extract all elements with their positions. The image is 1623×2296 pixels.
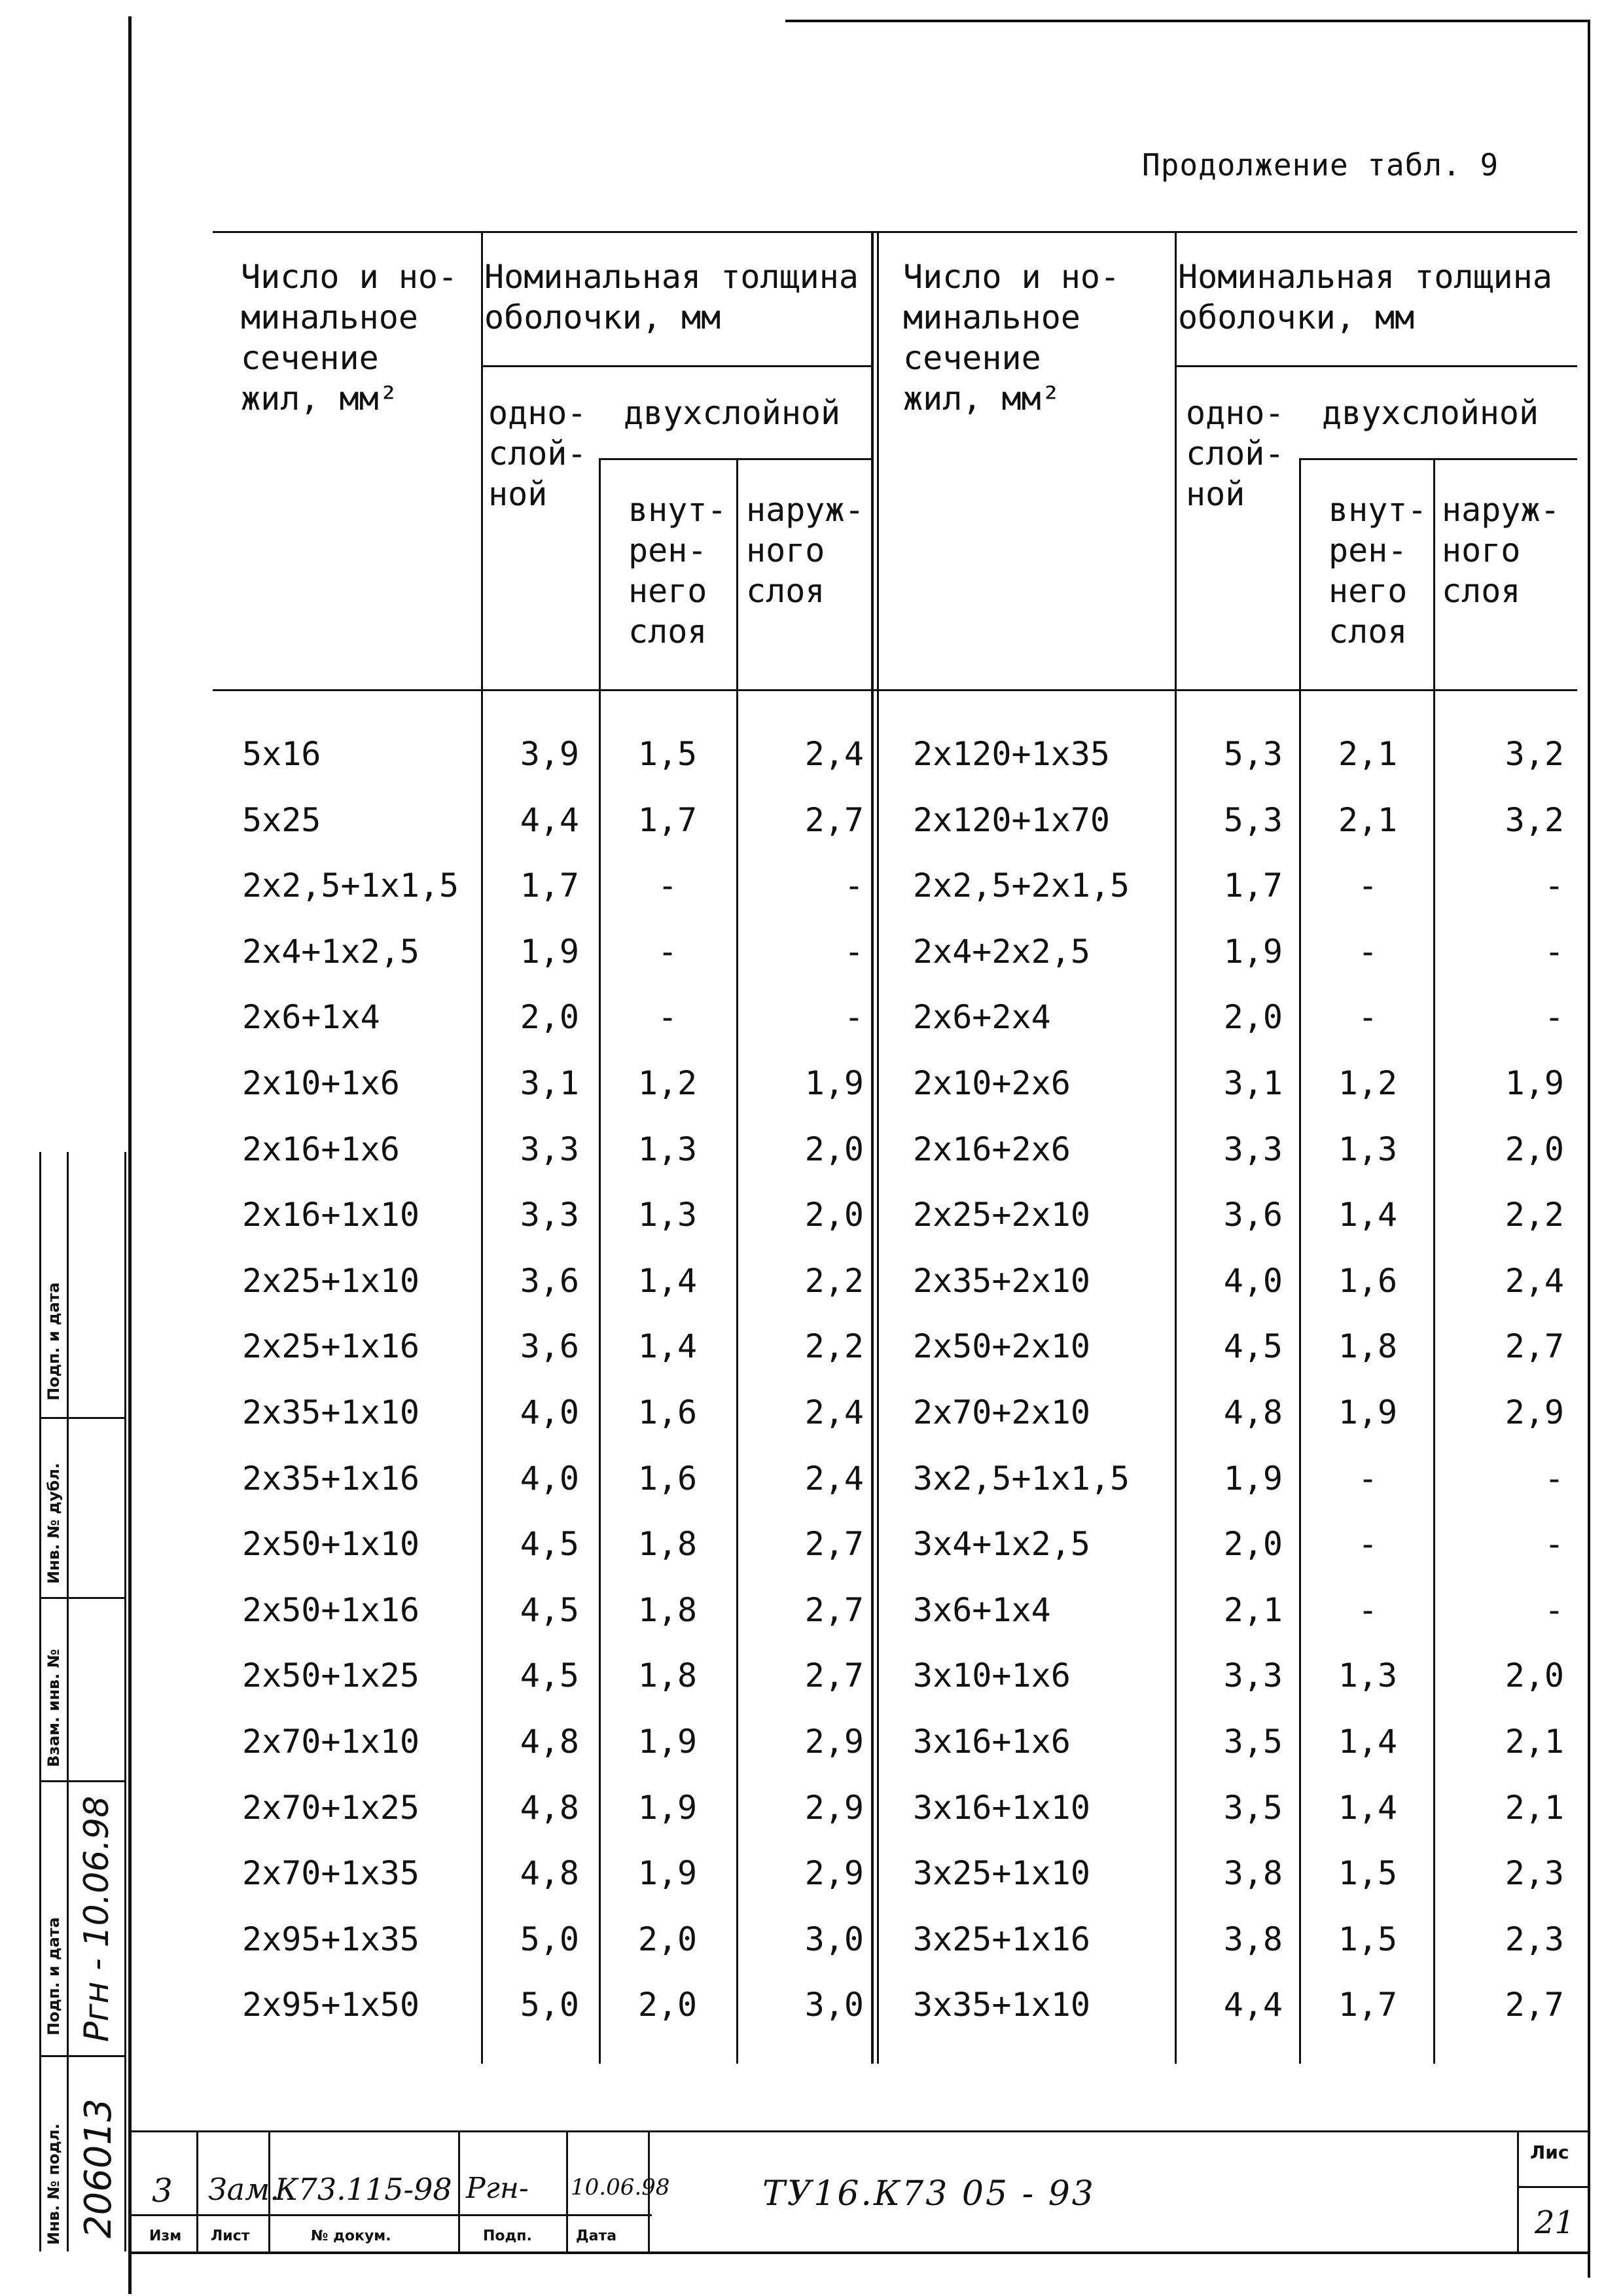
cell-section-left: 2x25+1x16 — [242, 1327, 419, 1365]
revision-document: К73.115-98 — [275, 2172, 452, 2207]
header-inner-right: внут- рен- него слоя — [1329, 491, 1427, 651]
header-outer-left: наруж- ного слоя — [746, 491, 865, 610]
side-handwritten-inv-number: 206013 — [77, 2098, 120, 2238]
cell-single-right: 2,0 — [1223, 1525, 1283, 1563]
cell-single-left: 3,9 — [520, 735, 579, 773]
cell-outer-right: 2,1 — [1505, 1723, 1564, 1761]
cell-inner-left: 1,9 — [637, 1723, 698, 1761]
right-double-hline — [1299, 458, 1577, 460]
cell-section-right: 2x50+2x10 — [913, 1327, 1090, 1365]
header-section-right: Число и но- минальное сечение жил, мм² — [903, 258, 1120, 418]
cell-inner-left: 1,6 — [637, 1393, 698, 1431]
cell-single-right: 5,3 — [1223, 801, 1283, 839]
side-label-vzam-inv: Взам. инв. № — [45, 1649, 63, 1767]
central-double-line-a — [871, 231, 874, 2064]
cell-outer-right: 2,1 — [1505, 1789, 1564, 1827]
cell-outer-left: 2,7 — [804, 1657, 864, 1695]
side-handwritten-signature: Ргн - 10.06.98 — [77, 1795, 116, 2042]
cell-section-right: 3x25+1x16 — [913, 1920, 1090, 1958]
cell-single-right: 4,5 — [1223, 1327, 1283, 1365]
cell-single-left: 5,0 — [520, 1920, 579, 1958]
sheet-label: Лис — [1530, 2142, 1569, 2163]
cell-section-left: 2x50+1x16 — [242, 1591, 419, 1629]
cell-section-right: 3x10+1x6 — [913, 1657, 1071, 1695]
cell-inner-left: 2,0 — [637, 1920, 698, 1958]
cell-outer-left: 2,9 — [804, 1854, 864, 1892]
table-caption: Продолжение табл. 9 — [1142, 147, 1499, 183]
revision-number: 3 — [152, 2172, 173, 2210]
central-double-line-b — [877, 231, 879, 2064]
cell-inner-right: 1,4 — [1338, 1789, 1398, 1827]
cell-outer-left: 2,7 — [804, 1591, 864, 1629]
cell-section-left: 2x95+1x50 — [242, 1986, 419, 2024]
cell-section-left: 2x2,5+1x1,5 — [242, 867, 459, 905]
cell-inner-left: 1,9 — [637, 1789, 698, 1827]
sheet-number: 21 — [1535, 2204, 1575, 2241]
cell-outer-right: 2,7 — [1505, 1986, 1564, 2024]
cell-single-left: 1,9 — [520, 933, 579, 971]
table-top-line — [213, 231, 1577, 233]
cell-single-left: 4,8 — [520, 1854, 579, 1892]
cell-outer-left: 2,2 — [804, 1262, 864, 1300]
cell-inner-right: - — [1357, 1525, 1378, 1563]
cell-outer-right: - — [1544, 867, 1564, 905]
side-label-inv-podl: Инв. № подл. — [45, 2123, 63, 2245]
cell-section-right: 2x120+1x35 — [913, 735, 1111, 773]
col-label-doc: № докум. — [311, 2228, 391, 2244]
title-block-vline-4 — [566, 2130, 568, 2251]
frame-top-border — [785, 20, 1590, 22]
side-stamp-sep-4 — [39, 2055, 126, 2057]
cell-single-left: 3,1 — [520, 1064, 579, 1102]
side-label-podp-data-1: Подп. и дата — [45, 1282, 63, 1401]
cell-section-right: 2x35+2x10 — [913, 1262, 1090, 1300]
title-block-vline-3 — [458, 2130, 460, 2251]
revision-date: 10.06.98 — [571, 2174, 670, 2200]
cell-single-right: 3,8 — [1223, 1920, 1283, 1958]
cell-section-right: 2x16+2x6 — [913, 1130, 1071, 1168]
cell-single-right: 1,7 — [1223, 867, 1283, 905]
cell-inner-left: 1,5 — [637, 735, 698, 773]
right-divider-3 — [1433, 458, 1435, 2064]
title-block-vline-1 — [196, 2130, 198, 2251]
cell-inner-left: 1,8 — [637, 1657, 698, 1695]
side-stamp-sep-3 — [39, 1780, 126, 1782]
cell-outer-left: 3,0 — [804, 1920, 864, 1958]
cell-inner-right: 1,9 — [1338, 1393, 1398, 1431]
cell-outer-right: - — [1544, 1525, 1564, 1563]
cell-section-left: 2x95+1x35 — [242, 1920, 419, 1958]
cell-outer-right: 2,2 — [1505, 1196, 1564, 1234]
revision-signature: Ргн- — [466, 2172, 529, 2205]
document-designation: ТУ16.К73 05 - 93 — [762, 2174, 1096, 2214]
cell-single-left: 2,0 — [520, 998, 579, 1036]
cell-outer-left: 2,9 — [804, 1789, 864, 1827]
cell-outer-left: 2,7 — [804, 1525, 864, 1563]
cell-inner-left: - — [657, 933, 678, 971]
cell-section-right: 3x6+1x4 — [913, 1591, 1051, 1629]
header-outer-right: наруж- ного слоя — [1442, 491, 1560, 610]
cell-section-left: 2x25+1x10 — [242, 1262, 419, 1300]
cell-inner-left: 1,2 — [637, 1064, 698, 1102]
cell-single-left: 4,8 — [520, 1723, 579, 1761]
cell-inner-right: 1,5 — [1338, 1920, 1398, 1958]
cell-single-left: 4,0 — [520, 1460, 579, 1498]
cell-section-left: 2x70+1x10 — [242, 1723, 419, 1761]
cell-outer-right: 1,9 — [1505, 1064, 1564, 1102]
cell-single-right: 3,8 — [1223, 1854, 1283, 1892]
col-label-data: Дата — [576, 2228, 617, 2244]
side-stamp-right-line — [124, 1152, 126, 2251]
left-thickness-hline — [481, 365, 872, 367]
cell-outer-right: - — [1544, 1591, 1564, 1629]
header-inner-left: внут- рен- него слоя — [628, 491, 727, 651]
cell-outer-right: 2,9 — [1505, 1393, 1564, 1431]
cell-section-right: 2x6+2x4 — [913, 998, 1051, 1036]
cell-inner-left: - — [657, 867, 678, 905]
title-block-top-line — [128, 2130, 1590, 2132]
header-single-left: одно- слой- ной — [488, 394, 587, 513]
title-block-mid-line — [128, 2214, 652, 2216]
cell-outer-right: 3,2 — [1505, 801, 1564, 839]
cell-outer-left: - — [844, 867, 864, 905]
cell-outer-right: 2,3 — [1505, 1854, 1564, 1892]
cell-single-right: 3,1 — [1223, 1064, 1283, 1102]
cell-inner-left: 1,9 — [637, 1854, 698, 1892]
header-single-right: одно- слой- ной — [1186, 394, 1285, 513]
cell-single-right: 5,3 — [1223, 735, 1283, 773]
left-double-hline — [599, 458, 872, 460]
cell-outer-left: 2,0 — [804, 1130, 864, 1168]
cell-section-right: 3x4+1x2,5 — [913, 1525, 1090, 1563]
cell-inner-left: 1,4 — [637, 1262, 698, 1300]
cell-outer-right: 2,3 — [1505, 1920, 1564, 1958]
cell-single-right: 3,3 — [1223, 1657, 1283, 1695]
frame-left-border — [128, 16, 132, 2294]
cell-outer-left: 2,7 — [804, 801, 864, 839]
cell-inner-left: 1,4 — [637, 1327, 698, 1365]
cell-inner-left: 1,8 — [637, 1591, 698, 1629]
cell-inner-right: 1,3 — [1338, 1130, 1398, 1168]
side-stamp-left-line — [39, 1152, 41, 2251]
cell-inner-right: - — [1357, 1591, 1378, 1629]
cell-section-left: 2x70+1x25 — [242, 1789, 419, 1827]
cell-section-right: 3x25+1x10 — [913, 1854, 1090, 1892]
cell-section-left: 2x70+1x35 — [242, 1854, 419, 1892]
side-stamp-sep-2 — [39, 1597, 126, 1599]
cell-section-right: 3x2,5+1x1,5 — [913, 1460, 1130, 1498]
header-double-right: двухслойной — [1322, 394, 1539, 432]
cell-outer-left: 2,4 — [804, 735, 864, 773]
cell-outer-right: 2,0 — [1505, 1130, 1564, 1168]
cell-section-right: 3x16+1x6 — [913, 1723, 1071, 1761]
cell-section-right: 2x4+2x2,5 — [913, 933, 1090, 971]
cell-inner-left: - — [657, 998, 678, 1036]
cell-outer-left: - — [844, 998, 864, 1036]
cell-outer-left: 1,9 — [804, 1064, 864, 1102]
cell-section-right: 2x10+2x6 — [913, 1064, 1071, 1102]
cell-outer-left: 3,0 — [804, 1986, 864, 2024]
side-label-podp-data-2: Подп. и дата — [45, 1917, 63, 2036]
cell-outer-left: 2,0 — [804, 1196, 864, 1234]
cell-single-left: 4,5 — [520, 1657, 579, 1695]
right-thickness-hline — [1175, 365, 1577, 367]
cell-single-left: 4,4 — [520, 801, 579, 839]
cell-single-left: 3,3 — [520, 1130, 579, 1168]
header-thickness-right: Номинальная толщина оболочки, мм — [1178, 258, 1552, 336]
header-bottom-line — [213, 689, 1577, 691]
cell-inner-right: 1,6 — [1338, 1262, 1398, 1300]
cell-section-left: 2x6+1x4 — [242, 998, 380, 1036]
cell-section-left: 2x50+1x10 — [242, 1525, 419, 1563]
revision-sheet: Зам. — [208, 2172, 279, 2207]
cell-inner-right: 1,4 — [1338, 1196, 1398, 1234]
cell-single-right: 3,5 — [1223, 1723, 1283, 1761]
cell-section-left: 2x10+1x6 — [242, 1064, 400, 1102]
cell-inner-right: 1,4 — [1338, 1723, 1398, 1761]
cell-section-left: 5x16 — [242, 735, 321, 773]
cell-single-right: 4,4 — [1223, 1986, 1283, 2024]
cell-outer-left: 2,9 — [804, 1723, 864, 1761]
cell-section-left: 2x50+1x25 — [242, 1657, 419, 1695]
cell-single-left: 4,8 — [520, 1789, 579, 1827]
col-label-list: Лист — [211, 2228, 250, 2244]
cell-single-right: 3,3 — [1223, 1130, 1283, 1168]
side-label-inv-dubl: Инв. № дубл. — [45, 1462, 63, 1584]
cell-single-right: 4,8 — [1223, 1393, 1283, 1431]
frame-right-border — [1588, 20, 1590, 2278]
cell-single-left: 4,0 — [520, 1393, 579, 1431]
left-divider-3 — [736, 458, 738, 2064]
cell-inner-right: 1,2 — [1338, 1064, 1398, 1102]
cell-single-right: 3,5 — [1223, 1789, 1283, 1827]
cell-inner-right: - — [1357, 933, 1378, 971]
sheet-box-hline — [1517, 2186, 1590, 2188]
cell-single-right: 3,6 — [1223, 1196, 1283, 1234]
col-label-izm: Изм — [149, 2228, 182, 2244]
cell-single-left: 5,0 — [520, 1986, 579, 2024]
cell-outer-right: - — [1544, 998, 1564, 1036]
cell-inner-right: - — [1357, 998, 1378, 1036]
title-block-bottom-line — [128, 2251, 1590, 2254]
header-section-left: Число и но- минальное сечение жил, мм² — [241, 258, 458, 418]
left-divider-2 — [599, 458, 601, 2064]
cell-outer-right: - — [1544, 1460, 1564, 1498]
sheet-box-vline — [1517, 2130, 1519, 2251]
cell-inner-right: 1,5 — [1338, 1854, 1398, 1892]
right-divider-1 — [1175, 231, 1177, 2064]
cell-inner-left: 1,3 — [637, 1196, 698, 1234]
header-thickness-left: Номинальная толщина оболочки, мм — [484, 258, 859, 336]
cell-single-right: 1,9 — [1223, 1460, 1283, 1498]
cell-inner-left: 1,7 — [637, 801, 698, 839]
cell-section-right: 3x16+1x10 — [913, 1789, 1090, 1827]
cell-inner-right: - — [1357, 867, 1378, 905]
cell-single-left: 1,7 — [520, 867, 579, 905]
right-divider-2 — [1299, 458, 1301, 2064]
cell-outer-right: 2,0 — [1505, 1657, 1564, 1695]
cell-inner-right: 2,1 — [1338, 735, 1398, 773]
side-stamp-inner-line — [67, 1152, 69, 2251]
cell-outer-right: 2,4 — [1505, 1262, 1564, 1300]
cell-section-right: 2x2,5+2x1,5 — [913, 867, 1130, 905]
cell-single-left: 3,3 — [520, 1196, 579, 1234]
left-divider-1 — [481, 231, 483, 2064]
cell-single-left: 3,6 — [520, 1327, 579, 1365]
cell-section-left: 2x16+1x6 — [242, 1130, 400, 1168]
cell-outer-left: 2,4 — [804, 1460, 864, 1498]
cell-outer-right: 3,2 — [1505, 735, 1564, 773]
cell-single-right: 4,0 — [1223, 1262, 1283, 1300]
cell-outer-left: - — [844, 933, 864, 971]
cell-section-left: 2x35+1x16 — [242, 1460, 419, 1498]
cell-inner-right: 1,8 — [1338, 1327, 1398, 1365]
cell-inner-right: 1,3 — [1338, 1657, 1398, 1695]
cell-inner-left: 1,6 — [637, 1460, 698, 1498]
cell-section-left: 2x4+1x2,5 — [242, 933, 419, 971]
cell-inner-right: 1,7 — [1338, 1986, 1398, 2024]
cell-section-left: 2x16+1x10 — [242, 1196, 419, 1234]
cell-inner-left: 2,0 — [637, 1986, 698, 2024]
cell-section-right: 2x120+1x70 — [913, 801, 1111, 839]
cell-section-right: 3x35+1x10 — [913, 1986, 1090, 2024]
cell-section-left: 2x35+1x10 — [242, 1393, 419, 1431]
cell-inner-left: 1,8 — [637, 1525, 698, 1563]
col-label-podp: Подп. — [483, 2228, 532, 2244]
cell-inner-right: - — [1357, 1460, 1378, 1498]
cell-section-right: 2x25+2x10 — [913, 1196, 1090, 1234]
cell-section-left: 5x25 — [242, 801, 321, 839]
cell-single-right: 1,9 — [1223, 933, 1283, 971]
cell-inner-right: 2,1 — [1338, 801, 1398, 839]
cell-outer-right: - — [1544, 933, 1564, 971]
cell-single-left: 4,5 — [520, 1591, 579, 1629]
cell-single-right: 2,1 — [1223, 1591, 1283, 1629]
cell-outer-left: 2,2 — [804, 1327, 864, 1365]
cell-outer-left: 2,4 — [804, 1393, 864, 1431]
cell-section-right: 2x70+2x10 — [913, 1393, 1090, 1431]
side-stamp-sep-1 — [39, 1417, 126, 1419]
cell-outer-right: 2,7 — [1505, 1327, 1564, 1365]
header-double-left: двухслойной — [624, 394, 841, 432]
cell-inner-left: 1,3 — [637, 1130, 698, 1168]
cell-single-left: 3,6 — [520, 1262, 579, 1300]
cell-single-right: 2,0 — [1223, 998, 1283, 1036]
cell-single-left: 4,5 — [520, 1525, 579, 1563]
